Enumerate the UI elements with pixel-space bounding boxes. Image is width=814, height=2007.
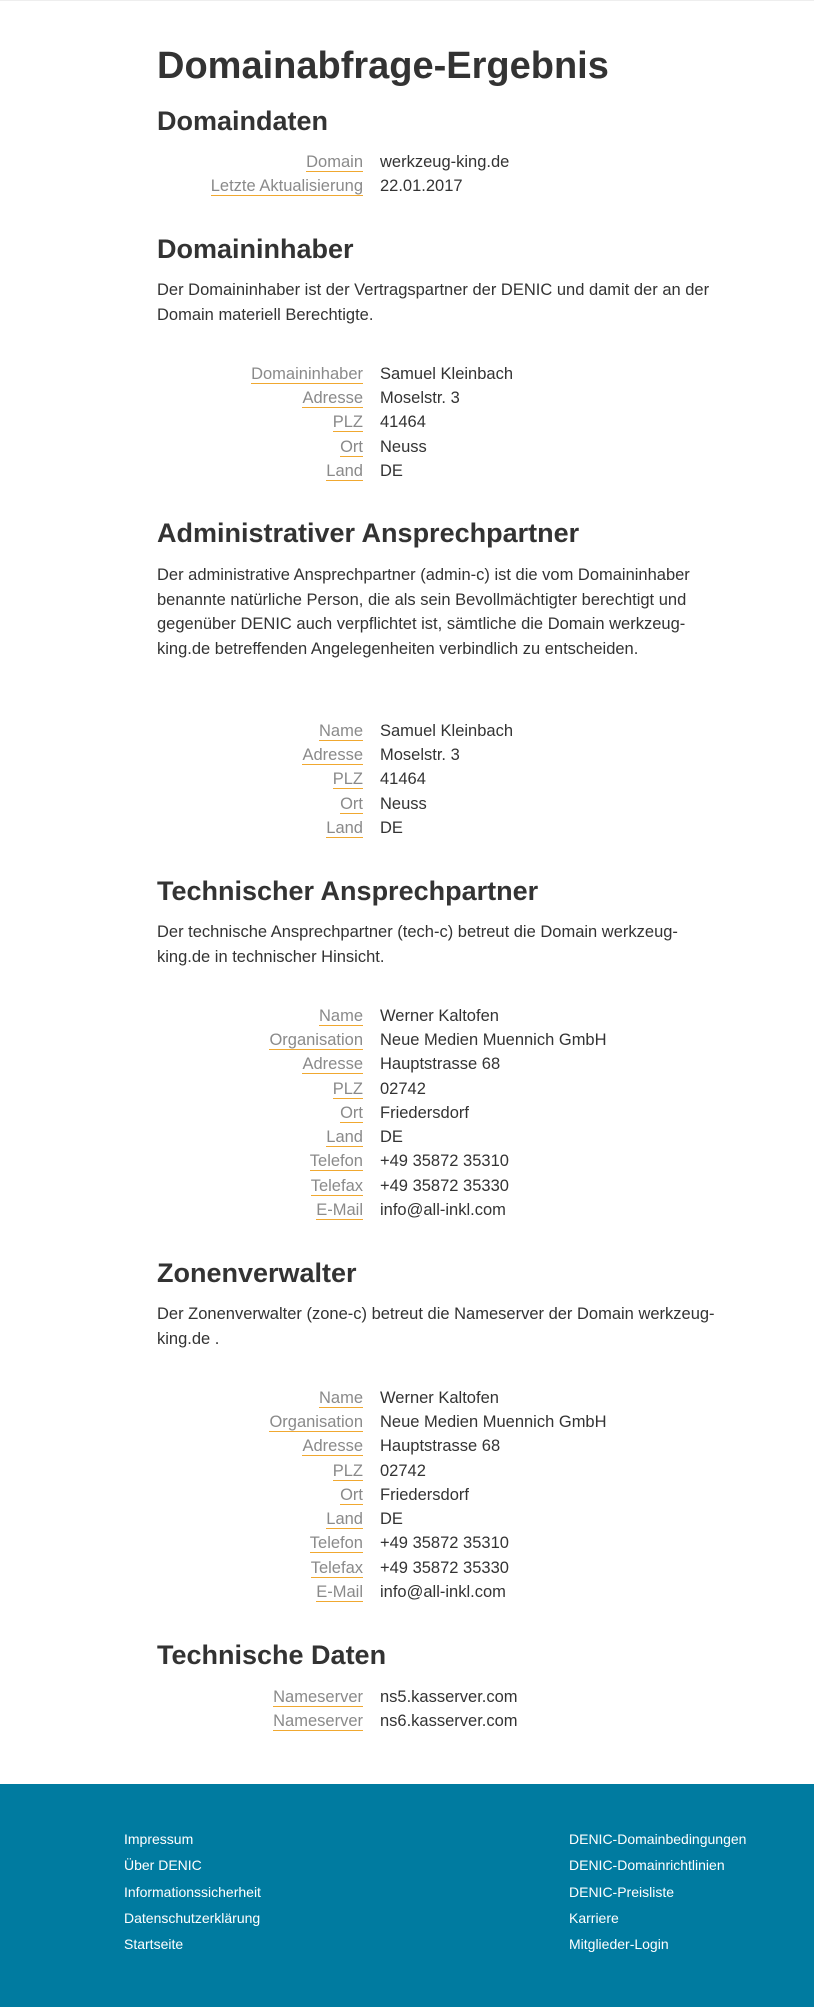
domaininhaber-description: Der Domaininhaber ist der Vertragspartner der DENIC und damit der an der Domain materiell Berechtigte. [157,281,710,324]
field-label-text: Ort [340,1103,363,1122]
field-label [157,1712,363,1731]
info-row [157,1483,757,1507]
field-value: info@all-inkl.com [380,1583,506,1602]
field-label [157,462,363,481]
field-label [157,1583,363,1602]
field-value: Friedersdorf [380,1103,469,1122]
zone-description: Der Zonenverwalter (zone-c) betreut die Nameserver der Domain werkzeug-king.de . [157,1305,715,1348]
footer-link[interactable]: Über DENIC [124,1857,202,1874]
top-divider [0,0,814,1]
field-value: 41464 [380,770,426,789]
footer-link[interactable]: DENIC-Preisliste [569,1883,675,1900]
field-value: Hauptstrasse 68 [380,1055,501,1074]
field-label [157,1486,363,1505]
info-row [157,816,757,840]
footer-right-column [569,1826,746,1957]
field-label-text: PLZ [332,1079,363,1098]
field-label [157,1510,363,1529]
field-value: +49 35872 35330 [380,1558,509,1577]
info-row [157,1435,757,1459]
field-label [157,365,363,384]
footer-left-column [124,1826,261,1957]
domaininhaber-list [157,362,757,483]
section-heading-domaininhaber: Domaininhaber [157,234,354,264]
info-row [157,1386,757,1410]
info-row [157,1077,757,1101]
field-label-text: Name [318,1388,363,1407]
footer-link[interactable]: Datenschutzerklärung [124,1909,261,1926]
field-value: ns5.kasserver.com [380,1687,518,1706]
field-value: DE [380,1510,403,1529]
field-value: 22.01.2017 [380,176,463,195]
field-label [157,1104,363,1123]
field-label [157,1437,363,1456]
field-label-text: Adresse [302,388,363,407]
info-row [157,1580,757,1604]
field-label-text: Telefax [310,1176,363,1195]
field-label [157,1055,363,1074]
field-label [157,1201,363,1220]
field-value: Werner Kaltofen [380,1006,499,1025]
field-label [157,1462,363,1481]
field-value: Hauptstrasse 68 [380,1437,501,1456]
field-label-text: E-Mail [316,1583,363,1602]
tech-list [157,1004,757,1223]
field-value: 41464 [380,413,426,432]
field-value: 02742 [380,1461,426,1480]
info-row [157,1709,757,1733]
field-value: Werner Kaltofen [380,1388,499,1407]
info-row [157,1556,757,1580]
field-label [157,1177,363,1196]
footer-link[interactable]: Karriere [569,1909,619,1926]
field-label-text: PLZ [332,413,363,432]
field-value: Neuss [380,437,427,456]
footer-link[interactable]: Startseite [124,1936,184,1953]
field-value: Neue Medien Muennich GmbH [380,1030,607,1049]
field-label [157,1413,363,1432]
field-label [157,1389,363,1408]
field-label [157,389,363,408]
field-label-text: Nameserver [273,1711,363,1730]
field-label-text: Ort [340,1485,363,1504]
section-heading-admin: Administrativer Ansprechpartner [157,518,580,548]
info-row [157,1125,757,1149]
info-row [157,1507,757,1531]
tech-description: Der technische Ansprechpartner (tech-c) betreut die Domain werkzeug-king.de in technischer Hinsicht. [157,923,678,966]
info-row [157,1685,757,1709]
field-label [157,1152,363,1171]
info-row [157,1410,757,1434]
info-row [157,459,757,483]
info-row [157,174,757,198]
field-label-text: Nameserver [273,1687,363,1706]
info-row [157,719,757,743]
field-label-text: Telefon [309,1152,363,1171]
info-row [157,150,757,174]
field-label-text: Adresse [302,745,363,764]
field-label-text: Domaininhaber [251,364,363,383]
field-label [157,1007,363,1026]
field-value: Friedersdorf [380,1485,469,1504]
info-row [157,1150,757,1174]
field-value: DE [380,818,403,837]
field-label-text: Land [326,818,363,837]
field-value: Samuel Kleinbach [380,364,513,383]
field-value: +49 35872 35310 [380,1152,509,1171]
field-value: ns6.kasserver.com [380,1711,518,1730]
field-label-text: Organisation [269,1030,363,1049]
field-label [157,413,363,432]
field-value: Moselstr. 3 [380,745,460,764]
field-label [157,1534,363,1553]
field-label-text: Letzte Aktualisierung [210,176,363,195]
info-row [157,1053,757,1077]
info-row [157,1028,757,1052]
field-label-text: Land [326,1128,363,1147]
info-row [157,768,757,792]
field-label [157,722,363,741]
field-value: +49 35872 35310 [380,1534,509,1553]
info-row [157,362,757,386]
field-label-text: Domain [306,152,363,171]
field-label-text: Organisation [269,1412,363,1431]
info-row [157,792,757,816]
info-row [157,1198,757,1222]
section-heading-technische-daten: Technische Daten [157,1640,387,1670]
info-row [157,1532,757,1556]
field-label [157,1031,363,1050]
field-label [157,770,363,789]
section-heading-zone: Zonenverwalter [157,1258,357,1288]
info-row [157,1004,757,1028]
footer-link[interactable]: Informationssicherheit [124,1883,261,1900]
field-label [157,1080,363,1099]
info-row [157,435,757,459]
field-label-text: Telefax [310,1558,363,1577]
field-value: Neue Medien Muennich GmbH [380,1412,607,1431]
field-label [157,819,363,838]
field-label [157,1559,363,1578]
admin-description: Der administrative Ansprechpartner (admin-c) ist die vom Domaininhaber benannte natürliche Person, die als sein Bevollmächtigter berechtigt und gegenüber DENIC auch verpflichtet ist, sämtliche die Domain werkzeug-king.de betreffenden Angelegenheiten verbindlich zu entscheiden. [157,566,690,658]
footer-link[interactable]: DENIC-Domainbedingungen [569,1831,747,1847]
field-label-text: Name [318,1006,363,1025]
admin-list [157,719,757,840]
info-row [157,386,757,410]
footer-link[interactable]: Impressum [124,1831,194,1847]
field-label-text: Adresse [302,1437,363,1456]
field-label [157,1688,363,1707]
field-value: werkzeug-king.de [380,152,510,171]
field-label [157,438,363,457]
info-row [157,411,757,435]
domaindaten-list [157,150,757,199]
field-value: info@all-inkl.com [380,1201,506,1220]
field-label [157,153,363,172]
field-value: Samuel Kleinbach [380,721,513,740]
page-title: Domainabfrage-Ergebnis [157,45,609,87]
field-label [157,795,363,814]
field-label-text: E-Mail [316,1201,363,1220]
zone-list [157,1386,757,1605]
field-value: Moselstr. 3 [380,388,460,407]
footer-link[interactable]: DENIC-Domainrichtlinien [569,1857,725,1874]
field-value: Neuss [380,794,427,813]
field-label-text: Ort [340,437,363,456]
field-label-text: Name [318,721,363,740]
technische-daten-list [157,1685,757,1734]
info-row [157,743,757,767]
field-value: DE [380,461,403,480]
section-heading-domaindaten: Domaindaten [157,106,329,136]
field-label-text: Land [326,1510,363,1529]
info-row [157,1174,757,1198]
field-label-text: PLZ [332,770,363,789]
footer-link[interactable]: Mitglieder-Login [569,1936,669,1953]
info-row [157,1459,757,1483]
field-value: +49 35872 35330 [380,1176,509,1195]
info-row [157,1101,757,1125]
field-label-text: Land [326,461,363,480]
field-label-text: PLZ [332,1461,363,1480]
field-label [157,177,363,196]
field-value: DE [380,1128,403,1147]
field-label-text: Ort [340,794,363,813]
field-label [157,746,363,765]
field-value: 02742 [380,1079,426,1098]
section-heading-tech: Technischer Ansprechpartner [157,876,539,906]
field-label [157,1128,363,1147]
site-footer [0,1784,814,2007]
field-label-text: Telefon [309,1534,363,1553]
field-label-text: Adresse [302,1055,363,1074]
